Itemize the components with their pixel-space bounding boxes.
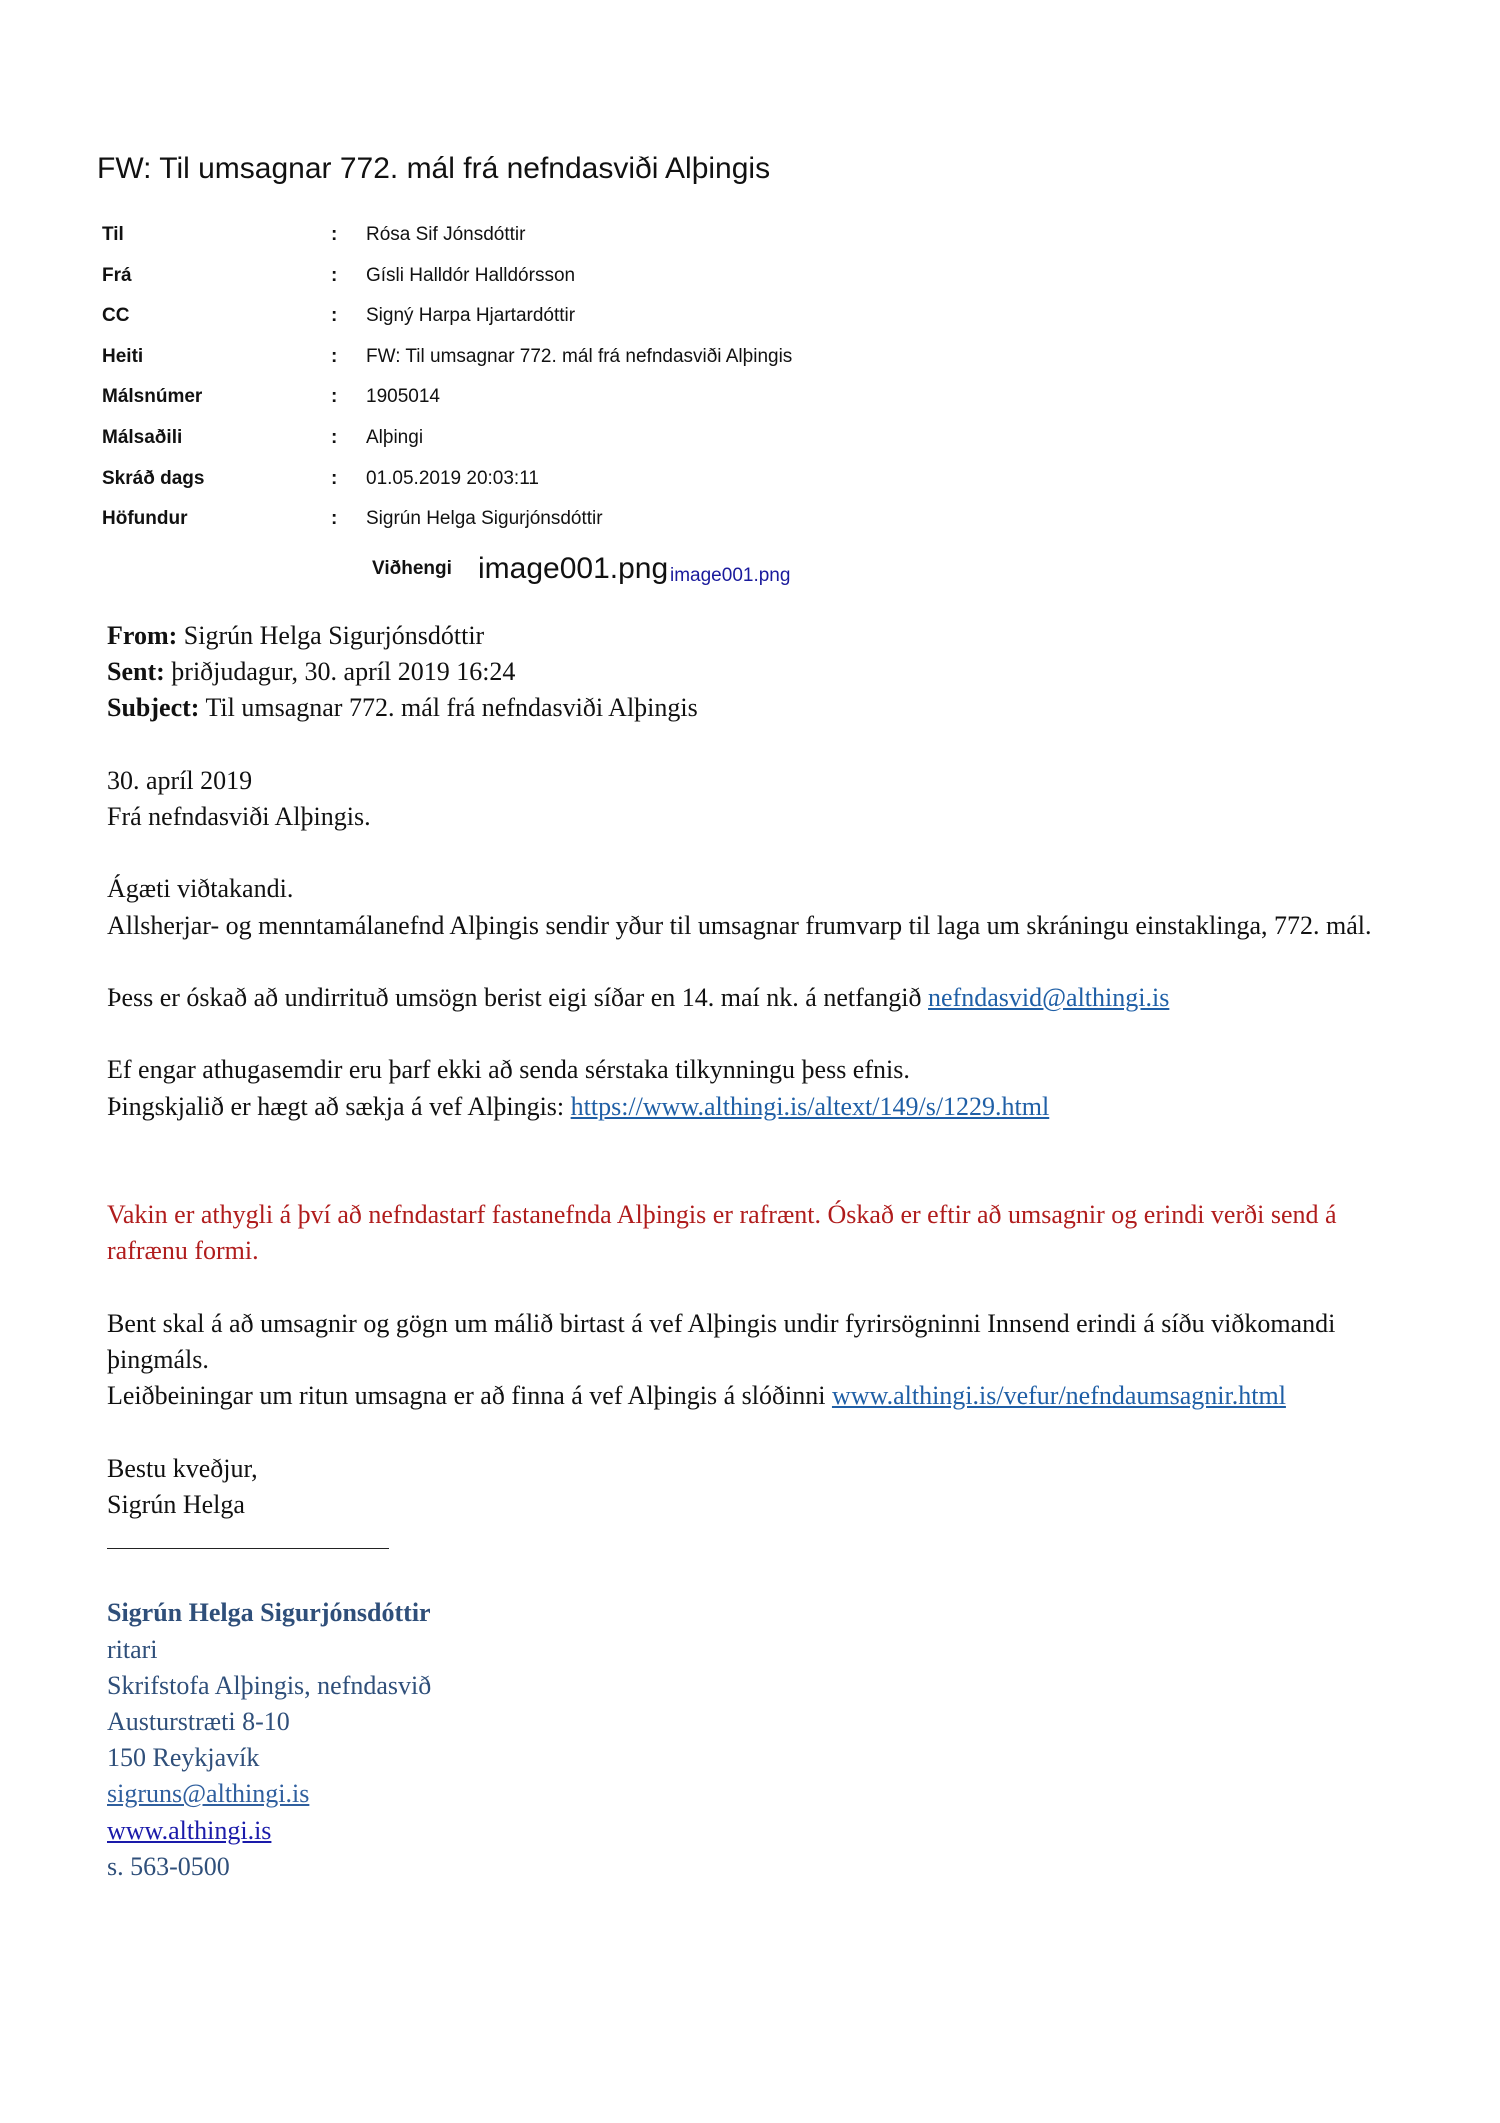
signature-phone: s. 563-0500	[107, 1851, 230, 1881]
meta-label: Frá	[102, 264, 132, 286]
meta-value: Rósa Sif Jónsdóttir	[366, 224, 526, 245]
deadline-paragraph	[107, 980, 1407, 1016]
guide-text: Leiðbeiningar um ritun umsagna er að finna á vef Alþingis á slóðinni	[107, 1381, 832, 1411]
meta-colon: :	[331, 264, 338, 286]
meta-value: Sigrún Helga Sigurjónsdóttir	[366, 508, 603, 530]
document-title: FW: Til umsagnar 772. mál frá nefndasviði Alþingis	[97, 152, 771, 185]
meta-colon: :	[331, 305, 338, 327]
meta-value: Gísli Halldór Halldórsson	[366, 264, 576, 286]
document-link[interactable]: https://www.althingi.is/altext/149/s/1229.html	[570, 1091, 1050, 1121]
meta-colon: :	[331, 426, 338, 448]
from-label: From:	[107, 621, 178, 650]
guide-link[interactable]: www.althingi.is/vefur/nefndaumsagnir.html	[831, 1381, 1286, 1411]
deadline-email-link[interactable]: nefndasvid@althingi.is	[928, 982, 1170, 1012]
meta-colon: :	[331, 224, 338, 245]
signature-name: Sigrún Helga Sigurjónsdóttir	[107, 1598, 431, 1628]
intro-paragraph: Allsherjar- og menntamálanefnd Alþingis sendir yður til umsagnar frumvarp til laga um skráningu einstaklinga, 772. mál.	[107, 910, 1372, 940]
greeting: Ágæti viðtakandi.	[107, 874, 294, 904]
meta-colon: :	[331, 345, 338, 367]
closing: Bestu kveðjur,	[107, 1453, 258, 1483]
document-text: Þingskjalið er hægt að sækja á vef Alþingis:	[107, 1091, 571, 1121]
signature-web-link[interactable]: www.althingi.is	[107, 1815, 272, 1845]
subject-value: Til umsagnar 772. mál frá nefndasviði Alþingis	[205, 693, 698, 723]
meta-value: Alþingi	[366, 426, 424, 448]
signature-email-line	[107, 1776, 1407, 1812]
header-from	[107, 618, 1407, 654]
sent-value: þriðjudagur, 30. apríl 2019 16:24	[171, 657, 516, 687]
meta-row-hofundur	[102, 508, 1202, 549]
meta-row-malsnumer	[102, 386, 1202, 427]
signature-office: Skrifstofa Alþingis, nefndasvið	[107, 1670, 432, 1700]
meta-row-heiti	[102, 346, 1202, 387]
meta-row-cc	[102, 305, 1202, 346]
signature-role: ritari	[107, 1634, 158, 1664]
letter-date: 30. apríl 2019	[107, 765, 253, 795]
meta-label: Heiti	[102, 345, 144, 367]
metadata-table	[102, 224, 1202, 549]
email-body	[107, 618, 1407, 1885]
closing-name: Sigrún Helga	[107, 1489, 245, 1519]
signature-web-line	[107, 1813, 1407, 1849]
signature-street: Austurstræti 8-10	[107, 1706, 290, 1736]
meta-label: CC	[102, 305, 130, 327]
attachment-link[interactable]: image001.png	[670, 565, 791, 586]
sent-label: Sent:	[107, 657, 165, 687]
meta-colon: :	[331, 386, 338, 408]
header-subject	[107, 690, 1407, 726]
attachment-label: Viðhengi	[372, 558, 452, 579]
meta-row-skrad-dags	[102, 468, 1202, 509]
meta-row-fra	[102, 265, 1202, 306]
meta-value: Signý Harpa Hjartardóttir	[366, 305, 576, 327]
meta-label: Málsaðili	[102, 426, 183, 448]
from-value: Sigrún Helga Sigurjónsdóttir	[183, 621, 485, 650]
meta-label: Málsnúmer	[102, 386, 203, 408]
meta-value: FW: Til umsagnar 772. mál frá nefndasviði Alþingis	[366, 345, 793, 367]
meta-row-til	[102, 224, 1202, 265]
subject-label: Subject:	[107, 693, 200, 723]
attachment-filename: image001.png	[478, 552, 669, 585]
document-link-paragraph	[107, 1089, 1407, 1125]
no-remarks-text: Ef engar athugasemdir eru þarf ekki að senda sérstaka tilkynningu þess efnis.	[107, 1055, 910, 1085]
deadline-text: Þess er óskað að undirrituð umsögn berist eigi síðar en 14. maí nk. á netfangið	[107, 982, 929, 1012]
guide-paragraph	[107, 1378, 1407, 1414]
electronic-notice: Vakin er athygli á því að nefndastarf fastanefnda Alþingis er rafrænt. Óskað er eftir að umsagnir og erindi verði send á rafrænu formi.	[107, 1200, 1337, 1266]
meta-colon: :	[331, 508, 338, 530]
signature-email-link[interactable]: sigruns@althingi.is	[107, 1779, 310, 1809]
meta-colon: :	[331, 467, 338, 489]
meta-label: Skráð dags	[102, 467, 205, 489]
meta-value: 1905014	[366, 386, 440, 408]
signature-divider	[107, 1523, 1407, 1559]
header-sent	[107, 654, 1407, 690]
signature-city: 150 Reykjavík	[107, 1743, 260, 1773]
meta-value: 01.05.2019 20:03:11	[366, 467, 539, 489]
meta-label: Til	[102, 224, 124, 245]
letter-department: Frá nefndasviði Alþingis.	[107, 802, 371, 831]
publish-paragraph: Bent skal á að umsagnir og gögn um málið birtast á vef Alþingis undir fyrirsögninni Innsend erindi á síðu viðkomandi þingmáls.	[107, 1308, 1336, 1374]
meta-row-malsadili	[102, 427, 1202, 468]
meta-label: Höfundur	[102, 508, 188, 530]
